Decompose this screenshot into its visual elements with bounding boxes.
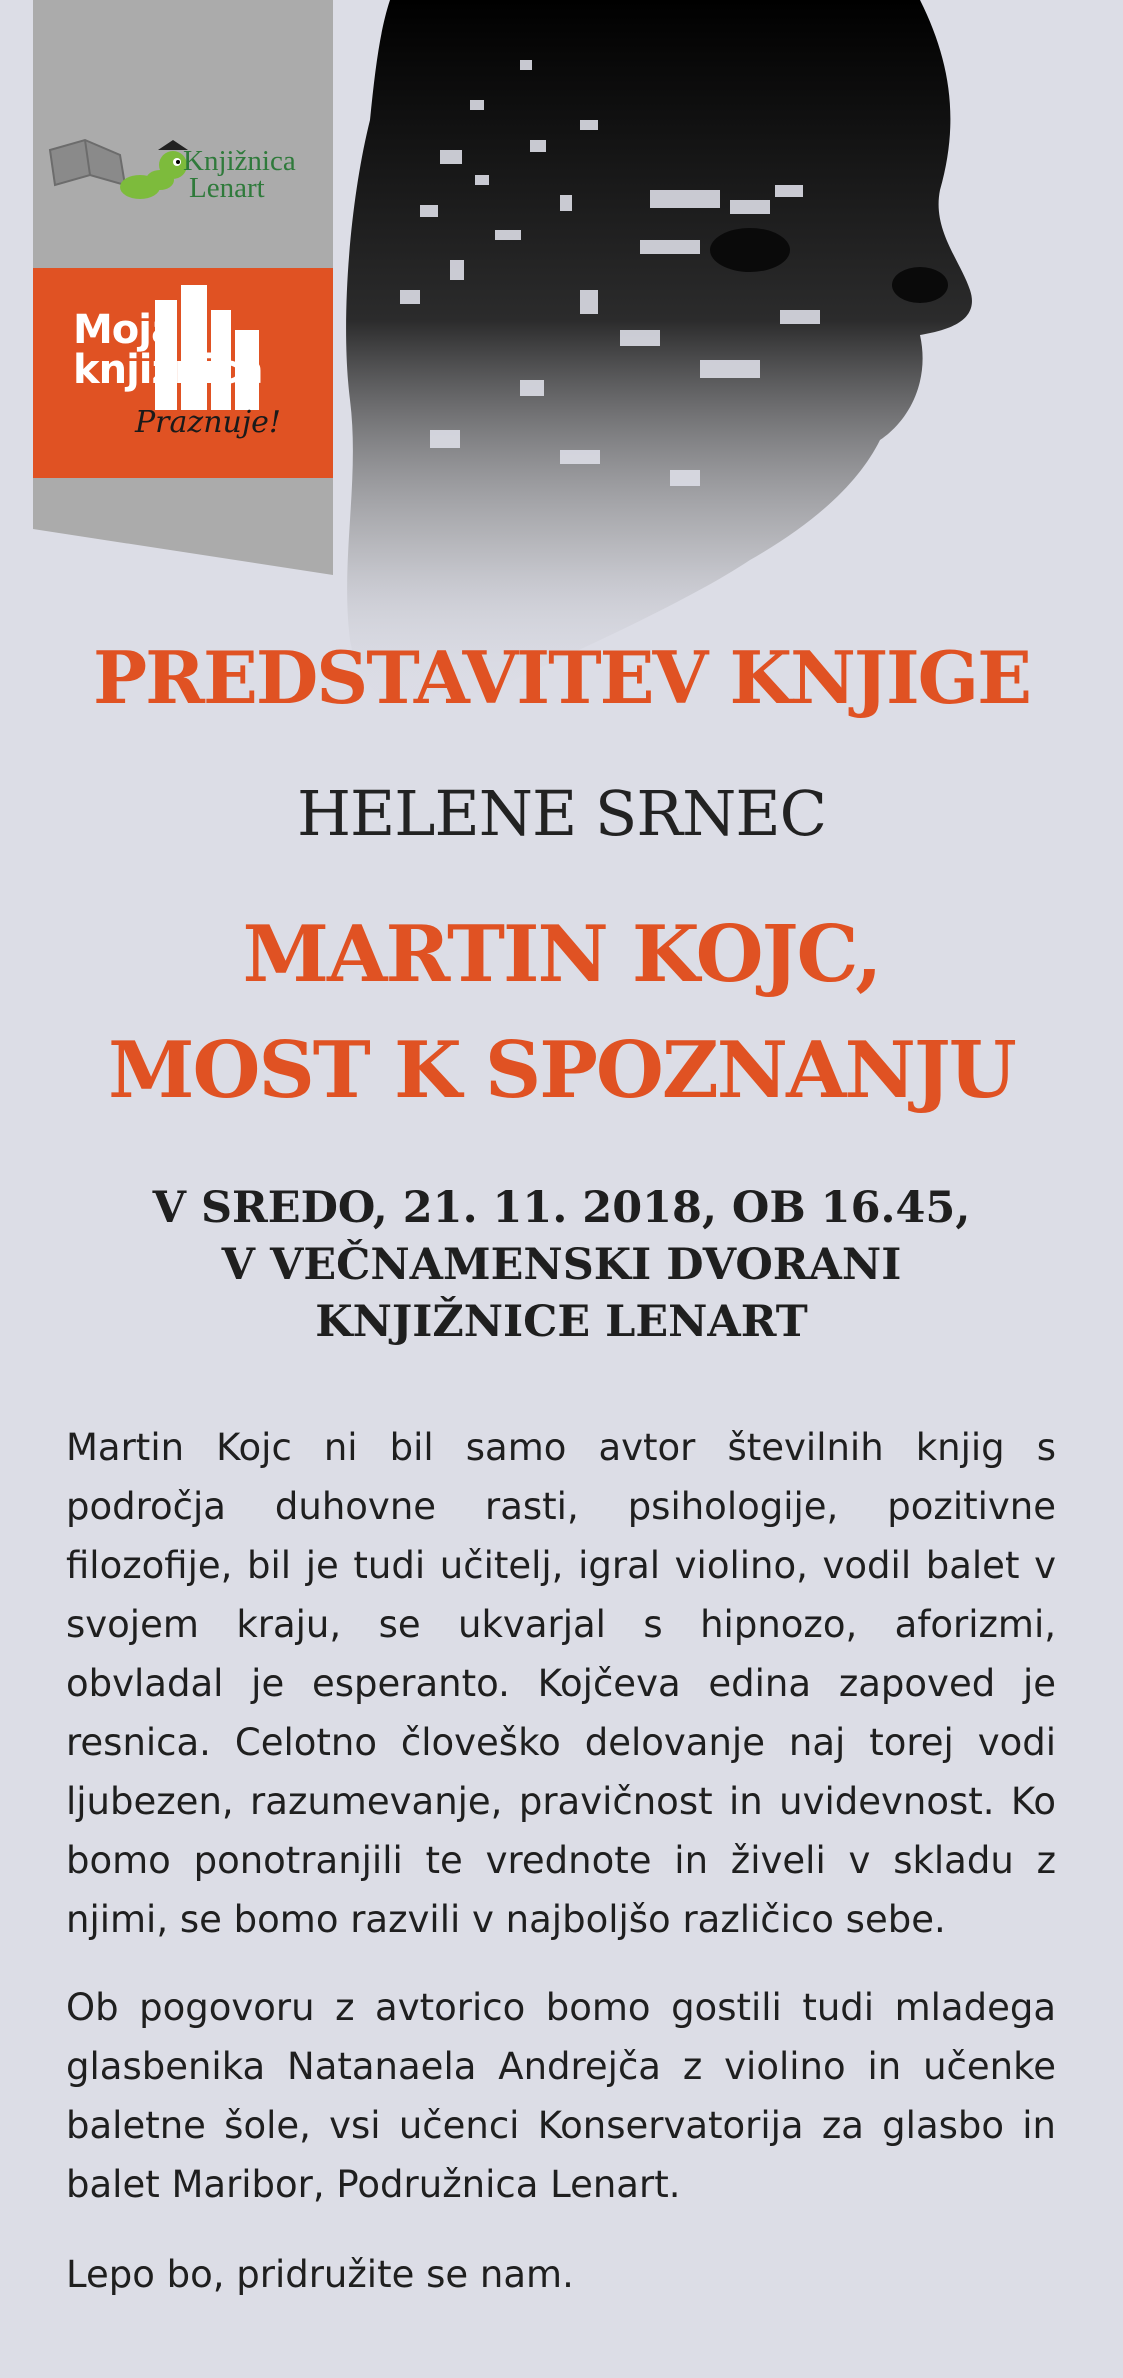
guests-paragraph: Ob pogovoru z avtorico bomo gostili tudi mladega glasbenika Natanaela Andrejča z violino in učenke baletne šole, vsi učenci Konservatorija za glasbo in balet Maribor, Podružnica Lenart.: [66, 1986, 1056, 2206]
invitation-paragraph: Lepo bo, pridružite se nam.: [66, 2253, 574, 2296]
page-title: PREDSTAVITEV KNJIGE: [93, 635, 1030, 720]
book-title: [0, 897, 1123, 1129]
event-venue: V VEČNAMENSKI DVORANI: [221, 1240, 902, 1290]
campaign-logo-script: Praznuje!: [135, 405, 281, 440]
event-date-time: V SREDO, 21. 11. 2018, OB 16.45,: [152, 1183, 971, 1233]
campaign-logo-text: [73, 307, 263, 393]
library-logo-line1: Knjižnica: [183, 145, 296, 177]
library-logo-line2: Lenart: [189, 172, 265, 204]
book-title-line1: MARTIN KOJC,: [242, 909, 881, 1000]
book-title-line2: MOST K SPOZNANJU: [108, 1025, 1015, 1116]
library-logo-text: [183, 145, 296, 204]
campaign-logo-line1: Moja: [73, 307, 177, 353]
event-location: KNJIŽNICE LENART: [315, 1297, 808, 1347]
event-details: [0, 1180, 1123, 1351]
campaign-logo-line2: knjižnica: [73, 347, 263, 393]
description-paragraph: Martin Kojc ni bil samo avtor številnih knjig s področja duhovne rasti, psihologije, pozitivne filozofije, bil je tudi učitelj, igral violino, vodil balet v svojem kraju, se ukvarjal s hipnozo, aforizmi, obvladal je esperanto. Kojčeva edina zapoved je resnica. Celotno človeško delovanje naj torej vodi ljubezen, razumevanje, pravičnost in uvidevnost. Ko bomo ponotranjili te vrednote in živeli v skladu z njimi, se bomo razvili v najboljšo različico sebe.: [66, 1426, 1056, 1941]
author-name: HELENE SRNEC: [296, 777, 827, 850]
